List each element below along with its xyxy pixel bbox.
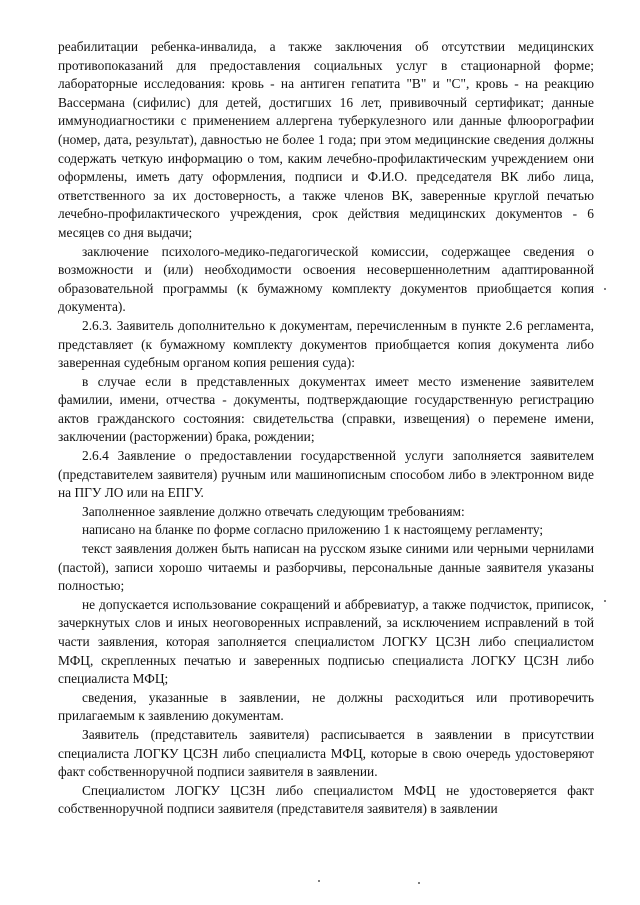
scan-speck bbox=[604, 288, 606, 290]
paragraph-language-ink: текст заявления должен быть написан на русском языке синими или черными чернилами (пастой), записи хорошо читаемы и разборчивы, персональные данные заявителя указаны полностью; bbox=[58, 541, 594, 594]
paragraph-2-6-3: 2.6.3. Заявитель дополнительно к документам, перечисленным в пункте 2.6 регламента, представляет (к бумажному комплекту документов приобщается копия документа либо заверенная судебным органом копия решения суда): bbox=[58, 317, 594, 371]
paragraph-medical-docs: реабилитации ребенка-инвалида, а также заключения об отсутствии медицинских противопоказаний для предоставления социальных услуг в стационарной форме; лабораторные исследования: кровь - на антиген гепатита "В" и "С", кровь - на реакцию Вассермана (сифилис) для детей, достигших 16 лет, прививочный сертификат; данные иммунодиагностики с применением аллергена туберкулезного или данные флюорографии (номер, дата, результат), давностью не более 1 года; при этом медицинские сведения должны содержать четкую информацию о том, каким лечебно-профилактическим учреждением они оформлены, иметь дату оформления, подписи и Ф.И.О. председателя ВК либо лица, ответственного за их достоверность, а также членов ВК, заверенные круглой печатью лечебно-профилактического учреждения, срок действия медицинских документов - 6 месяцев со дня выдачи; bbox=[58, 39, 594, 240]
paragraph-form-blank: написано на бланке по форме согласно приложению 1 к настоящему регламенту; bbox=[82, 522, 544, 538]
scan-speck bbox=[318, 880, 320, 882]
paragraph-2-6-4: 2.6.4 Заявление о предоставлении государственной услуги заполняется заявителем (представителем заявителя) ручным или машинописным способом либо в электронном виде на ПГУ ЛО или на ЕПГУ. bbox=[58, 448, 594, 501]
paragraph-pmpk-conclusion: заключение психолого-медико-педагогической комиссии, содержащее сведения о возможности и (или) необходимости освоения несовершеннолетним адаптированной образовательной программы (к бумажному комплекту документов приобщается копия документа). bbox=[58, 243, 594, 315]
scan-speck bbox=[418, 882, 420, 884]
paragraph-signature: Заявитель (представитель заявителя) расписывается в заявлении в присутствии специалиста ЛОГКУ ЦСЗН либо специалиста МФЦ, которые в свою очередь удостоверяют факт собственноручной подписи заявителя в заявлении. bbox=[58, 726, 594, 780]
document-page bbox=[58, 38, 594, 819]
paragraph-consistency: сведения, указанные в заявлении, не должны расходиться или противоречить прилагаемым к заявлению документам. bbox=[58, 689, 594, 724]
paragraph-requirements-intro: Заполненное заявление должно отвечать следующим требованиям: bbox=[82, 503, 465, 519]
paragraph-not-certified: Специалистом ЛОГКУ ЦСЗН либо специалистом МФЦ не удостоверяется факт собственноручной подписи заявителя (представителя заявителя) в заявлении bbox=[58, 782, 594, 817]
paragraph-name-change: в случае если в представленных документах имеет место изменение заявителем фамилии, имени, отчества - документы, подтверждающие государственную регистрацию актов гражданского состояния: свидетельства (справки, извещения) о перемене имени, заключении (расторжении) брака, рождении; bbox=[58, 373, 594, 445]
scan-speck bbox=[604, 600, 606, 602]
paragraph-no-abbreviations: не допускается использование сокращений и аббревиатур, а также подчисток, приписок, зачеркнутых слов и иных неоговоренных исправлений, за исключением исправлений в той части заявления, которая заполняется специалистом ЛОГКУ ЦСЗН либо специалистом МФЦ, скрепленных печатью и заверенных подписью специалиста ЛОГКУ ЦСЗН либо специалиста МФЦ; bbox=[58, 596, 594, 687]
